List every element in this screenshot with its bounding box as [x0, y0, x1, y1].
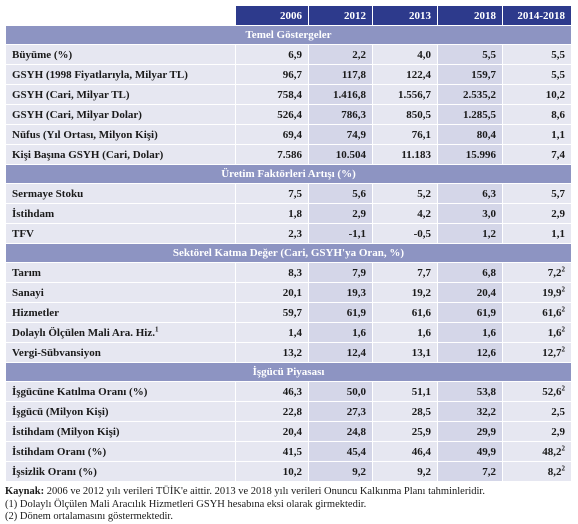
value-cell — [373, 343, 438, 363]
cell-value: 1,1 — [551, 128, 565, 141]
row-label: GSYH (Cari, Milyar Dolar) — [12, 108, 142, 121]
row-label-cell — [6, 343, 236, 363]
cell-value: 7,5 — [288, 187, 302, 200]
value-cell — [503, 343, 572, 363]
value-cell — [438, 105, 503, 125]
column-header: 2006 — [236, 6, 309, 26]
value-cell — [309, 263, 373, 283]
cell-value: 6,8 — [482, 266, 496, 279]
table-row — [6, 45, 572, 65]
value-cell — [503, 323, 572, 343]
cell-value: 1,2 — [482, 227, 496, 240]
cell-value: 8,3 — [288, 266, 302, 279]
cell-value: 758,4 — [277, 88, 302, 101]
value-cell — [236, 184, 309, 204]
value-cell — [236, 145, 309, 165]
cell-value: 5,7 — [551, 187, 565, 200]
cell-value: 19,2 — [411, 286, 431, 299]
cell-value: 11.183 — [401, 148, 431, 161]
value-cell — [438, 125, 503, 145]
value-cell — [438, 323, 503, 343]
cell-value: -0,5 — [413, 227, 431, 240]
row-label: İstihdam (Milyon Kişi) — [12, 425, 120, 438]
cell-value: 122,4 — [406, 68, 431, 81]
cell-value: 46,3 — [282, 385, 302, 398]
value-cell — [373, 145, 438, 165]
indicator-table-container — [5, 5, 571, 524]
row-label-cell — [6, 204, 236, 224]
value-cell — [503, 442, 572, 462]
section-header-row — [6, 26, 572, 45]
footnote-marker: 2 — [561, 463, 565, 472]
value-cell — [373, 422, 438, 442]
value-cell — [309, 303, 373, 323]
value-cell — [503, 45, 572, 65]
value-cell — [373, 85, 438, 105]
section-header-row — [6, 244, 572, 263]
cell-value: 159,7 — [471, 68, 496, 81]
cell-value: 2,9 — [352, 207, 366, 220]
value-cell — [503, 125, 572, 145]
row-label-cell — [6, 263, 236, 283]
table-row — [6, 462, 572, 482]
cell-value: 8,6 — [551, 108, 565, 121]
source-note — [5, 486, 571, 499]
cell-value: 69,4 — [282, 128, 302, 141]
table-row — [6, 224, 572, 244]
cell-value: 5,5 — [482, 48, 496, 61]
cell-value: 19,9 — [542, 286, 562, 299]
value-cell — [236, 303, 309, 323]
section-title: Sektörel Katma Değer (Cari, GSYH'ya Oran, %) — [6, 244, 572, 263]
cell-value: 45,4 — [346, 445, 366, 458]
value-cell — [236, 105, 309, 125]
source-label: Kaynak: — [5, 486, 45, 497]
footnote-marker: 1 — [155, 324, 159, 333]
cell-value: 1,6 — [352, 326, 366, 339]
cell-value: 41,5 — [282, 445, 302, 458]
cell-value: 1.416,8 — [333, 88, 366, 101]
value-cell — [373, 65, 438, 85]
cell-value: 80,4 — [476, 128, 496, 141]
cell-value: 1,8 — [288, 207, 302, 220]
value-cell — [236, 402, 309, 422]
cell-value: 5,6 — [352, 187, 366, 200]
cell-value: 7,2 — [482, 465, 496, 478]
cell-value: 20,4 — [476, 286, 496, 299]
row-label: GSYH (1998 Fiyatlarıyla, Milyar TL) — [12, 68, 188, 81]
value-cell — [438, 343, 503, 363]
row-label: İstihdam — [12, 207, 55, 220]
column-header: 2018 — [438, 6, 503, 26]
value-cell — [373, 303, 438, 323]
cell-value: 46,4 — [411, 445, 431, 458]
table-row — [6, 85, 572, 105]
cell-value: 50,0 — [346, 385, 366, 398]
value-cell — [309, 125, 373, 145]
cell-value: 24,8 — [346, 425, 366, 438]
cell-value: 51,1 — [411, 385, 431, 398]
footnote-marker: 2 — [561, 284, 565, 293]
footnotes — [5, 486, 571, 524]
cell-value: 1.285,5 — [463, 108, 496, 121]
cell-value: 61,9 — [476, 306, 496, 319]
value-cell — [236, 263, 309, 283]
cell-value: 1.556,7 — [398, 88, 431, 101]
cell-value: 2,3 — [288, 227, 302, 240]
value-cell — [503, 145, 572, 165]
row-label: Büyüme (%) — [12, 48, 73, 61]
cell-value: 10.504 — [335, 148, 366, 161]
table-row — [6, 125, 572, 145]
cell-value: 29,9 — [476, 425, 496, 438]
cell-value: 6,3 — [482, 187, 496, 200]
value-cell — [373, 283, 438, 303]
cell-value: 10,2 — [545, 88, 565, 101]
value-cell — [438, 224, 503, 244]
value-cell — [236, 382, 309, 402]
row-label: İşgücüne Katılma Oranı (%) — [12, 385, 148, 398]
value-cell — [236, 462, 309, 482]
value-cell — [503, 65, 572, 85]
table-row — [6, 402, 572, 422]
section-header-row — [6, 165, 572, 184]
row-label: Sanayi — [12, 286, 44, 299]
cell-value: 1,6 — [482, 326, 496, 339]
value-cell — [438, 263, 503, 283]
row-label-cell — [6, 105, 236, 125]
row-label: İstihdam Oranı (%) — [12, 445, 107, 458]
cell-value: 15.996 — [465, 148, 496, 161]
footnote-marker: 2 — [561, 383, 565, 392]
cell-value: 20,4 — [282, 425, 302, 438]
value-cell — [236, 65, 309, 85]
cell-value: 59,7 — [282, 306, 302, 319]
cell-value: 2,9 — [551, 425, 565, 438]
section-header-row — [6, 363, 572, 382]
row-label: Nüfus (Yıl Ortası, Milyon Kişi) — [12, 128, 158, 141]
value-cell — [236, 422, 309, 442]
cell-value: 96,7 — [282, 68, 302, 81]
table-body — [6, 26, 572, 482]
row-label-cell — [6, 402, 236, 422]
row-label: Kişi Başına GSYH (Cari, Dolar) — [12, 148, 164, 161]
cell-value: 1,4 — [288, 326, 302, 339]
value-cell — [309, 224, 373, 244]
footnote-marker: 2 — [561, 324, 565, 333]
cell-value: 8,2 — [547, 465, 562, 478]
cell-value: 2,5 — [551, 405, 565, 418]
value-cell — [373, 204, 438, 224]
cell-value: 19,3 — [346, 286, 366, 299]
value-cell — [309, 442, 373, 462]
cell-value: 2.535,2 — [463, 88, 496, 101]
value-cell — [438, 382, 503, 402]
value-cell — [438, 45, 503, 65]
value-cell — [438, 402, 503, 422]
value-cell — [309, 343, 373, 363]
row-label-cell — [6, 125, 236, 145]
table-row — [6, 204, 572, 224]
value-cell — [373, 125, 438, 145]
row-label-cell — [6, 382, 236, 402]
value-cell — [373, 224, 438, 244]
value-cell — [236, 283, 309, 303]
value-cell — [503, 263, 572, 283]
value-cell — [438, 204, 503, 224]
cell-value: 61,6 — [542, 306, 562, 319]
cell-value: 1,6 — [547, 326, 562, 339]
cell-value: 13,2 — [282, 346, 302, 359]
value-cell — [503, 105, 572, 125]
value-cell — [373, 323, 438, 343]
cell-value: 786,3 — [341, 108, 366, 121]
value-cell — [438, 442, 503, 462]
cell-value: 20,1 — [282, 286, 302, 299]
footnote-1: (1) Dolaylı Ölçülen Mali Aracılık Hizmetleri GSYH hesabına eksi olarak girmektedir. — [5, 498, 367, 510]
cell-value: 28,5 — [411, 405, 431, 418]
column-header: 2013 — [373, 6, 438, 26]
cell-value: 5,5 — [551, 68, 565, 81]
section-title: Üretim Faktörleri Artışı (%) — [6, 165, 572, 184]
value-cell — [503, 303, 572, 323]
value-cell — [309, 382, 373, 402]
row-label-cell — [6, 224, 236, 244]
value-cell — [309, 145, 373, 165]
value-cell — [373, 105, 438, 125]
header-blank-cell — [6, 6, 236, 26]
value-cell — [236, 343, 309, 363]
value-cell — [309, 105, 373, 125]
cell-value: 526,4 — [277, 108, 302, 121]
value-cell — [438, 85, 503, 105]
cell-value: 12,6 — [476, 346, 496, 359]
value-cell — [236, 125, 309, 145]
cell-value: 9,2 — [417, 465, 431, 478]
cell-value: 1,1 — [551, 227, 565, 240]
cell-value: 48,2 — [542, 445, 562, 458]
table-row — [6, 422, 572, 442]
value-cell — [309, 323, 373, 343]
row-label-cell — [6, 85, 236, 105]
table-row — [6, 145, 572, 165]
table-row — [6, 442, 572, 462]
cell-value: 6,9 — [288, 48, 302, 61]
value-cell — [309, 184, 373, 204]
value-cell — [438, 422, 503, 442]
source-text: 2006 ve 2012 yılı verileri TÜİK'e aittir. 2013 ve 2018 yılı verileri Onuncu Kalkınma Planı tahminleridir. — [44, 486, 485, 497]
value-cell — [236, 224, 309, 244]
value-cell — [309, 45, 373, 65]
value-cell — [236, 204, 309, 224]
value-cell — [236, 323, 309, 343]
row-label-cell — [6, 323, 236, 343]
cell-value: 12,7 — [542, 346, 562, 359]
value-cell — [309, 422, 373, 442]
value-cell — [503, 85, 572, 105]
cell-value: 13,1 — [411, 346, 431, 359]
table-row — [6, 263, 572, 283]
value-cell — [373, 184, 438, 204]
footnote-marker: 2 — [561, 344, 565, 353]
table-row — [6, 65, 572, 85]
value-cell — [503, 402, 572, 422]
cell-value: 850,5 — [406, 108, 431, 121]
value-cell — [503, 204, 572, 224]
footnote-marker: 2 — [561, 264, 565, 273]
row-label: Dolaylı Ölçülen Mali Ara. Hiz. — [12, 326, 155, 339]
value-cell — [438, 303, 503, 323]
value-cell — [503, 462, 572, 482]
section-title: İşgücü Piyasası — [6, 363, 572, 382]
row-label: Sermaye Stoku — [12, 187, 84, 200]
cell-value: 7,7 — [417, 266, 431, 279]
cell-value: 4,0 — [417, 48, 431, 61]
row-label-cell — [6, 45, 236, 65]
cell-value: 74,9 — [346, 128, 366, 141]
value-cell — [309, 462, 373, 482]
cell-value: 25,9 — [411, 425, 431, 438]
cell-value: 61,6 — [411, 306, 431, 319]
value-cell — [309, 65, 373, 85]
row-label: GSYH (Cari, Milyar TL) — [12, 88, 130, 101]
value-cell — [438, 145, 503, 165]
cell-value: 61,9 — [346, 306, 366, 319]
cell-value: 76,1 — [411, 128, 431, 141]
value-cell — [309, 85, 373, 105]
row-label-cell — [6, 283, 236, 303]
cell-value: 5,5 — [551, 48, 565, 61]
value-cell — [503, 283, 572, 303]
value-cell — [373, 442, 438, 462]
row-label: Tarım — [12, 266, 41, 279]
footnote-marker: 2 — [561, 443, 565, 452]
row-label-cell — [6, 422, 236, 442]
cell-value: 52,6 — [542, 385, 562, 398]
row-label: Vergi-Sübvansiyon — [12, 346, 101, 359]
value-cell — [438, 65, 503, 85]
row-label: İşgücü (Milyon Kişi) — [12, 405, 109, 418]
table-row — [6, 343, 572, 363]
cell-value: 32,2 — [476, 405, 496, 418]
value-cell — [236, 85, 309, 105]
cell-value: 3,0 — [482, 207, 496, 220]
cell-value: 4,2 — [417, 207, 431, 220]
table-row — [6, 105, 572, 125]
value-cell — [373, 402, 438, 422]
value-cell — [236, 442, 309, 462]
column-header: 2012 — [309, 6, 373, 26]
value-cell — [309, 204, 373, 224]
row-label: Hizmetler — [12, 306, 60, 319]
footnote-2: (2) Dönem ortalamasını göstermektedir. — [5, 511, 173, 522]
column-header: 2014-2018 — [503, 6, 572, 26]
row-label-cell — [6, 65, 236, 85]
section-title: Temel Göstergeler — [6, 26, 572, 45]
cell-value: 7,9 — [352, 266, 366, 279]
value-cell — [373, 382, 438, 402]
cell-value: 12,4 — [346, 346, 366, 359]
cell-value: 7.586 — [277, 148, 302, 161]
cell-value: 49,9 — [476, 445, 496, 458]
cell-value: 7,2 — [547, 266, 562, 279]
cell-value: 7,4 — [551, 148, 565, 161]
value-cell — [309, 283, 373, 303]
value-cell — [503, 184, 572, 204]
cell-value: 27,3 — [346, 405, 366, 418]
cell-value: 2,9 — [551, 207, 565, 220]
header-row — [6, 6, 572, 26]
cell-value: -1,1 — [348, 227, 366, 240]
row-label-cell — [6, 442, 236, 462]
row-label-cell — [6, 184, 236, 204]
cell-value: 22,8 — [282, 405, 302, 418]
footnote-marker: 2 — [561, 304, 565, 313]
cell-value: 1,6 — [417, 326, 431, 339]
value-cell — [503, 422, 572, 442]
value-cell — [373, 45, 438, 65]
row-label-cell — [6, 303, 236, 323]
table-row — [6, 184, 572, 204]
cell-value: 53,8 — [476, 385, 496, 398]
value-cell — [236, 45, 309, 65]
value-cell — [503, 224, 572, 244]
cell-value: 10,2 — [282, 465, 302, 478]
row-label-cell — [6, 145, 236, 165]
value-cell — [438, 184, 503, 204]
table-row — [6, 283, 572, 303]
row-label-cell — [6, 462, 236, 482]
value-cell — [373, 462, 438, 482]
row-label: TFV — [12, 227, 34, 240]
value-cell — [438, 283, 503, 303]
cell-value: 2,2 — [352, 48, 366, 61]
value-cell — [438, 462, 503, 482]
table-row — [6, 382, 572, 402]
row-label: İşsizlik Oranı (%) — [12, 465, 97, 478]
cell-value: 117,8 — [341, 68, 366, 81]
value-cell — [373, 263, 438, 283]
table-row — [6, 303, 572, 323]
value-cell — [309, 402, 373, 422]
table-row — [6, 323, 572, 343]
cell-value: 5,2 — [417, 187, 431, 200]
cell-value: 9,2 — [352, 465, 366, 478]
value-cell — [503, 382, 572, 402]
indicator-table — [5, 5, 572, 482]
